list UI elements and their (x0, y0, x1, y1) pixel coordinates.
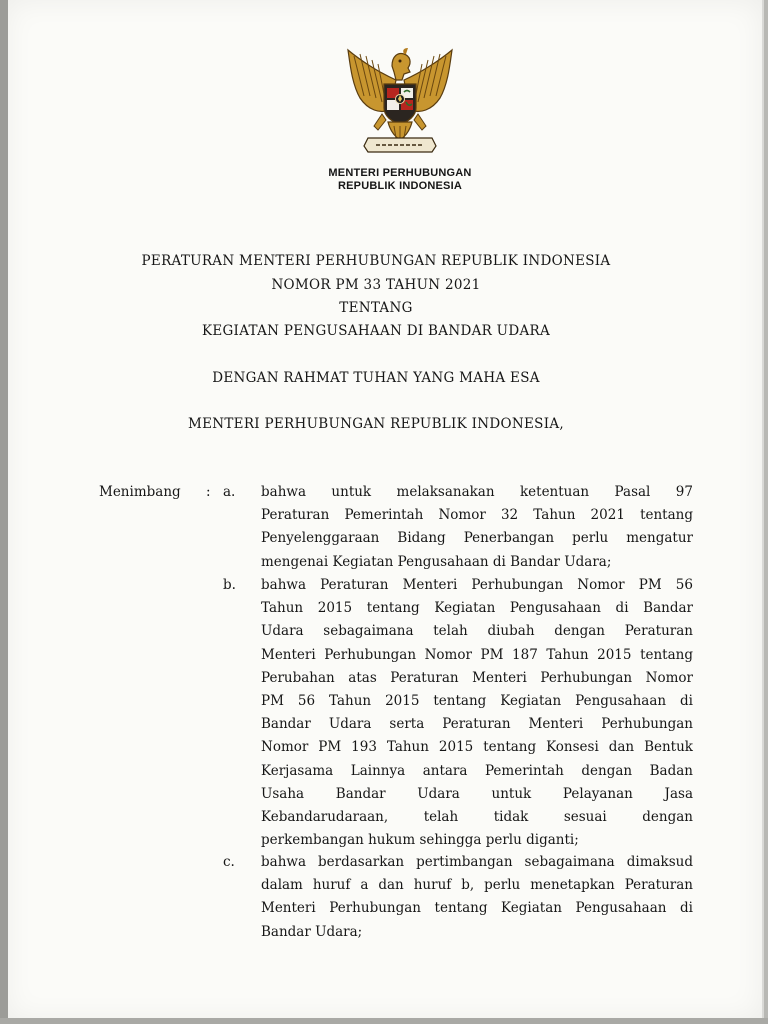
document-page (6, 0, 762, 1020)
regulation-title: PERATURAN MENTERI PERHUBUNGAN REPUBLIK INDONESIA (141, 253, 611, 269)
text-line: Bandar Udara; (261, 923, 363, 940)
text-line: bahwa untuk melaksanakan ketentuan Pasal 97 (261, 484, 693, 500)
republic-title: REPUBLIK INDONESIA (338, 180, 462, 192)
text-line: Tahun 2015 tentang Kegiatan Pengusahaan di Bandar (261, 600, 693, 617)
ministry-title: MENTERI PERHUBUNGAN (328, 167, 472, 179)
text-line: Kebandarudaraan, telah tidak sesuai dengan (261, 808, 693, 825)
regulation-about: TENTANG (339, 300, 413, 316)
scan-edge-left (0, 0, 8, 1024)
text-line: bahwa Peraturan Menteri Perhubungan Nomor PM 56 (261, 577, 693, 593)
text-line: Perubahan atas Peraturan Menteri Perhubungan Nomor (261, 669, 693, 686)
considering-item-c (261, 851, 693, 944)
text-line: Nomor PM 193 Tahun 2015 tentang Konsesi dan Bentuk (261, 739, 693, 756)
text-line: mengenai Kegiatan Pengusahaan di Bandar Udara; (261, 553, 612, 570)
text-line: Bandar Udara serta Peraturan Menteri Perhubungan (261, 716, 693, 733)
text-line: Usaha Bandar Udara untuk Pelayanan Jasa (261, 785, 693, 802)
text-line: Peraturan Pemerintah Nomor 32 Tahun 2021 tentang (261, 507, 693, 524)
garuda-emblem-icon (338, 44, 462, 156)
text-line: perkembangan hukum sehingga perlu diganti; (261, 832, 579, 849)
item-marker-a: a. (223, 484, 236, 500)
considering-item-b (261, 574, 693, 852)
text-line: Penyelenggaraan Bidang Penerbangan perlu mengatur (261, 530, 693, 547)
issuer: MENTERI PERHUBUNGAN REPUBLIK INDONESIA, (187, 416, 564, 432)
considering-item-a (261, 481, 693, 574)
scan-edge-right (764, 0, 768, 1024)
scan-edge-bottom (0, 1018, 768, 1024)
regulation-subject: KEGIATAN PENGUSAHAAN DI BANDAR UDARA (201, 323, 551, 339)
considering-colon: : (206, 484, 211, 500)
text-line: bahwa berdasarkan pertimbangan sebagaimana dimaksud (261, 854, 693, 870)
item-marker-b: b. (223, 577, 236, 593)
item-marker-c: c. (223, 854, 235, 870)
considering-label: Menimbang (99, 484, 181, 500)
text-line: Menteri Perhubungan Nomor PM 187 Tahun 2015 tentang (261, 646, 693, 663)
invocation: DENGAN RAHMAT TUHAN YANG MAHA ESA (212, 370, 540, 386)
text-line: Udara sebagaimana telah diubah dengan Peraturan (261, 623, 693, 640)
text-line: dalam huruf a dan huruf b, perlu menetapkan Peraturan (261, 877, 693, 894)
text-line: PM 56 Tahun 2015 tentang Kegiatan Pengusahaan di (261, 692, 693, 709)
text-line: Kerjasama Lainnya antara Pemerintah dengan Badan (261, 762, 693, 779)
text-line: Menteri Perhubungan tentang Kegiatan Pengusahaan di (261, 900, 693, 917)
regulation-number: NOMOR PM 33 TAHUN 2021 (271, 277, 481, 293)
